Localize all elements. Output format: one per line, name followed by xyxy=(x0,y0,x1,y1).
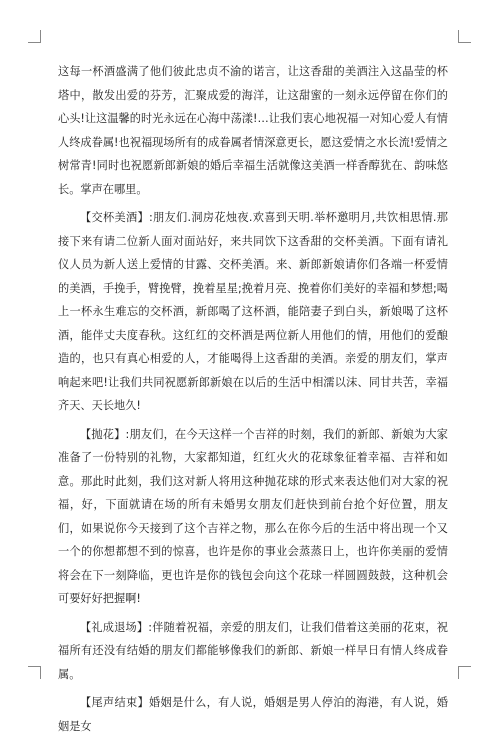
page-corner-mark-bottom-right xyxy=(458,666,471,679)
paragraph-closing: 【尾声结束】婚姻是什么，有人说，婚姻是男人停泊的海港，有人说，婚姻是女 xyxy=(58,696,448,733)
paragraph-ceremony-exit: 【礼成退场】:伴随着祝福，亲爱的朋友们，让我们借着这美丽的花束，祝福所有还没有结婚的朋友们都能够像我们的新郎、新娘一样早日有情人终成眷属。 xyxy=(58,620,448,681)
paragraph-toast: 这每一杯酒盛满了他们彼此忠贞不渝的诺言，让这香甜的美酒注入这晶莹的杯塔中，散发出爱的芬芳，汇聚成爱的海洋，让这甜蜜的一刻永远停留在你们的心头!让这温馨的时光永远在心海中荡漾!…让我们衷心地祝福一对知心爱人有情人终成眷属!也祝福现场所有的成眷属者情深意更长，愿这爱情之水长流!爱情之树常青!同时也祝愿新郎新娘的婚后幸福生活就像这美酒一样香醇犹在、韵味悠长。掌声在哪里。 xyxy=(58,65,448,196)
paragraph-cross-cup-wine: 【交杯美酒】:朋友们.洞房花烛夜.欢喜到天明.举杯邀明月,共饮相思情.那接下来有请二位新人面对面站好，来共同饮下这香甜的交杯美酒。下面有请礼仪人员为新人送上爱情的甘露、交杯美酒。来、新郎新娘请你们各端一杯爱情的美酒，手挽手，臂挽臂，挽着星星;挽着月亮、挽着你们美好的幸福和梦想;喝上一杯永生难忘的交杯酒，新郎喝了这杯酒，能陪妻子到白头，新娘喝了这杯酒，能伴丈夫度春秋。这红红的交杯酒是两位新人用他们的情，用他们的爱酿造的，也只有真心相爱的人，才能喝得上这香甜的美酒。亲爱的朋友们，掌声响起来吧!让我们共同祝愿新郎新娘在以后的生活中相濡以沫、同甘共苦，幸福齐天、天长地久! xyxy=(58,211,448,412)
document-body xyxy=(58,60,448,743)
page-corner-mark-top-left xyxy=(28,30,41,43)
paragraph-bouquet-toss: 【抛花】:朋友们，在今天这样一个吉祥的时刻，我们的新郎、新娘为大家准备了一份特别的礼物，大家都知道，红红火火的花球象征着幸福、吉祥和如意。那此时此刻，我们这对新人将用这种抛花球的形式来表达他们对大家的祝福，好，下面就请在场的所有未婚男女朋友们赶快到前台抢个好位置，朋友们，如果说你今天接到了这个吉祥之物，那么在你今后的生活中将出现一个又一个的你想都想不到的惊喜，也许是你的事业会蒸蒸日上，也许你美丽的爱情将会在下一刻降临，更也许是你的钱包会向这个花球一样圆圆鼓鼓，这种机会可要好好把握啊! xyxy=(58,427,448,605)
page-corner-mark-bottom-left xyxy=(28,666,41,679)
page-corner-mark-top-right xyxy=(458,30,471,43)
